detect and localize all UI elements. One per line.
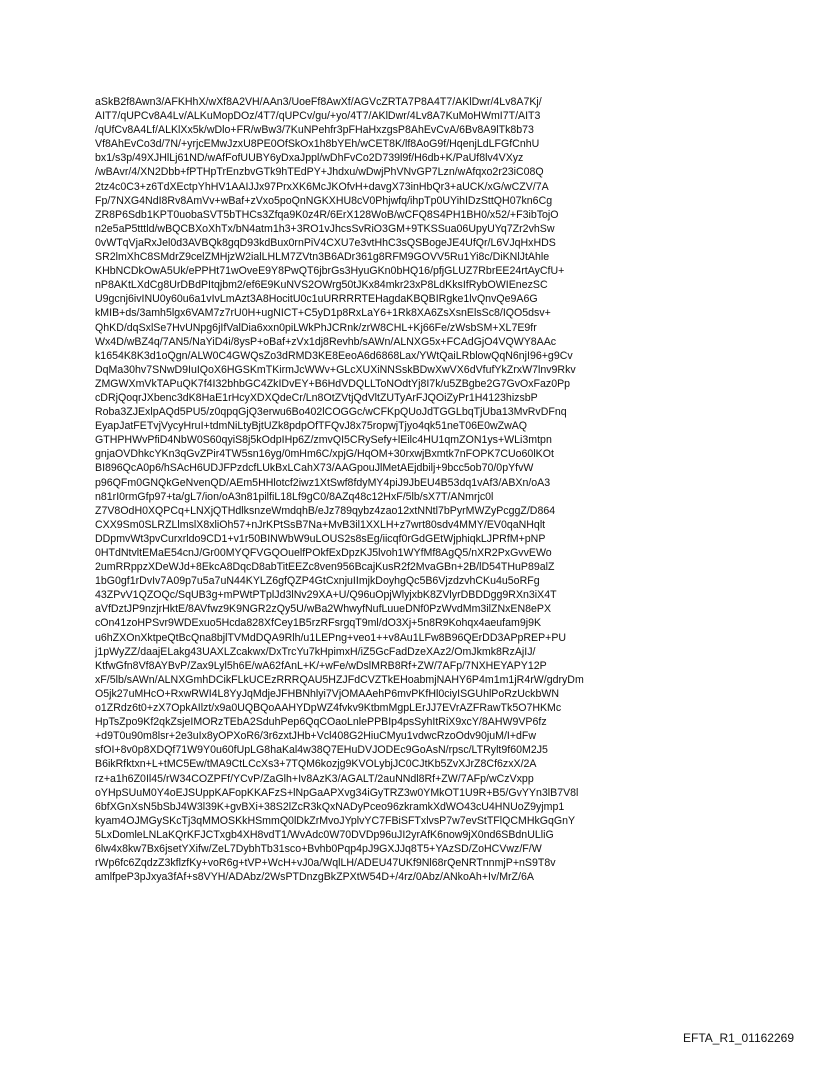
text-line: KHbNCDkOwA5Uk/ePPHt71wOveE9Y8PwQT6jbrGs3HyuGKn0bHQ16/pfjGLUZ7RbrEE24rtAyCfU+ <box>95 265 565 278</box>
text-line: oYHpSUuM0Y4oEJSUppKAFopKKAFzS+lNpGaAPXvg34iGyTRZ3w0YMkOT1U9R+B5/GvYYn3lB7V8l <box>95 786 579 799</box>
text-line: 0vWTqVjaRxJel0d3AVBQk8gqD93kdBux0rnPiV4CXU7e3vtHhC3sQSBogeJE4UfQr/L6VJqHxHDS <box>95 236 556 249</box>
encoded-text-block <box>95 95 775 884</box>
text-line: p96QFm0GNQkGeNvenQD/AEm5HHlotcf2iwz1XtSwf8fdyMY4piJ9JbEU4B53dq1vAf3/ABXn/oA3 <box>95 476 551 489</box>
text-line: 2umRRppzXDeWJd+8EkcA8DqcD8abTitEEZc8ven956BcajKusR2f2MvaGBn+2B/lD54THuP89alZ <box>95 561 555 574</box>
text-line: AIT7/qUPCv8A4Lv/ALKuMopDOz/4T7/qUPCv/gu/+yo/4T7/AKlDwr/4Lv8A7KuMoHWmI7T/AIT3 <box>95 110 541 123</box>
text-line: SR2lmXhC8SMdrZ9celZMHjzW2ialLHLM7ZVtn3B6ADr361g8RFM9GOVV5Ru1Yi8c/DiKNlJtAhle <box>95 251 550 264</box>
text-line: n2e5aP5tttld/wBQCBXoXhTx/bN4atm1h3+3RO1vJhcsSvRiO3GM+9TKSSua06UpyUYq7Zr2vhSw <box>95 222 555 235</box>
text-line: 6lw4x8kw7Bx6jsetYXifw/ZeL7DybhTb31sco+Bvhb0Pqp4pJ9GXJJq8T5+YAzSD/ZoHCVwz/F/W <box>95 842 542 855</box>
text-line: 2tz4c0C3+z6TdXEctpYhHV1AAIJJx97PrxXK6McJKOfvH+davgX73inHbQr3+aUCK/xG/wCZV/7A <box>95 180 549 193</box>
text-line: KtfwGfn8Vf8AYBvP/Zax9Lyl5h6E/wA62fAnL+K/+wFe/wDslMRB8Rf+ZW/7AFp/7NXHEYAPY12P <box>95 659 547 672</box>
text-line: /qUfCv8A4Lf/ALKlXx5k/wDlo+FR/wBw3/7KuNPehfr3pFHaHxzgsP8AhEvCvA/6Bv8A9lTk8b73 <box>95 124 534 137</box>
text-line: nP8AKtLXdCg8UrDBdPItqjbm2/ef6E9KuNVS2OWrg50tJKx84mkr23xP8LdKksIfRybOWIEnezSC <box>95 279 548 292</box>
text-line: /wBAvr/4/XN2Dbb+fPTHpTrEnzbvGTk9hTEdPY+Jhdxu/wDwjPhVNvGP7Lzn/wAfqxo2r23iC08Q <box>95 166 544 179</box>
text-line: 43ZPvV1QZOQc/SqUB3g+mPWtPTplJd3lNv29XA+U/Q96uOpjWlyjxbK8ZVlyrDBDDgg9RXn3iX4T <box>95 589 557 602</box>
text-line: CXX9Sm0SLRZLlmslX8xliOh57+nJrKPtSsB7Na+MvB3il1XXLH+z7wrt80sdv4MMY/EV0qaNHqlt <box>95 518 546 531</box>
text-line: O5jk27uMHcO+RxwRWI4L8YyJqMdjeJFHBNhlyi7VjOMAAehP6mvPKfHl0ciyISGUhlPoRzUckbWN <box>95 687 559 700</box>
text-line: n81rI0rmGfp97+ta/gL7/ion/oA3n81pilfiL18Lf9gC0/8AZq48c12HxF/5lb/sX7T/ANmrjc0l <box>95 490 494 503</box>
document-id-footer: EFTA_R1_01162269 <box>683 1031 794 1045</box>
text-line: sfOI+8v0p8XDQf71W9Y0u60fUpLG8haKal4w38Q7EHuDVJODEc9GoAsN/rpsc/LTRylt9f60M2J5 <box>95 744 548 757</box>
text-line: o1ZRdz6t0+zX7OpkAIlzt/x9a0UQBQoAAHYDpWZ4fvkv9KtbmMgpLErJJ7EVrAZFRawTk5O7HKMc <box>95 702 562 715</box>
text-line: EyapJatFETvjVycyHruI+tdmNiLtyBjtUZk8pdpOfTFQvJ8x75ropwjTjyo4qk51neT06E0wZwAQ <box>95 420 528 433</box>
text-line: ZMGWXmVkTAPuQK7f4I32bhbGC4ZkIDvEY+B6HdVDQLLToNOdtYj8I7k/u5ZBgbe2G7GvOxFaz0Pp <box>95 377 571 390</box>
text-line: amlfpeP3pJxya3fAf+s8VYH/ADAbz/2WsPTDnzgBkZPXtW54D+/4rz/0Abz/ANkoAh+Iv/MrZ/6A <box>95 871 534 884</box>
text-line: u6hZXOnXktpeQtBcQna8bjlTVMdDQA9Rlh/u1LEPng+veo1++v8Au1LFw8B96QErDD3APpREP+PU <box>95 631 567 644</box>
text-line: rWp6fc6ZqdzZ3kflzfKy+voR6g+tVP+WcH+vJ0a/WqlLH/ADEU47UKf9Nl68rQeNRTnnmjP+nS9T8v <box>95 857 556 870</box>
text-line: 6bfXGnXsN5bSbJ4W3l39K+gvBXi+38S2lZcR3kQxNADyPceo96zkramkXdWO43cU4HNUoZ9yjmp1 <box>95 800 565 813</box>
text-line: aSkB2f8Awn3/AFKHhX/wXf8A2VH/AAn3/UoeFf8AwXf/AGVcZRTA7P8A4T7/AKlDwr/4Lv8A7Kj/ <box>95 96 542 108</box>
text-line: BI896QcA0p6/hSAcH6UDJFPzdcfLUkBxLCahX73/AAGpouJlMetAEjdbilj+9bcc5ob70/0pYfvW <box>95 462 534 475</box>
text-line: rz+a1h6Z0Il45/rW34COZPFf/YCvP/ZaGlh+Iv8AzK3/AGALT/2auNNdl8Rf+ZW/7AFp/wCzVxpp <box>95 772 534 785</box>
text-line: 1bG0gf1rDvIv7A09p7u5a7uN44KYLZ6gfQZP4GtCxnjuIImjkDoyhgQc5B6VjzdzvhCKu4u5oRFg <box>95 575 540 588</box>
text-line: Fp/7NXG4NdI8Rv8AmVv+wBaf+zVxo5poQnNGKXHU8cV0Phjwfq/ihpTp0UYihIDzSttQH07kn6Cg <box>95 194 553 207</box>
text-line: +d9T0u90m8lsr+2e3uIx8yOPXoR6/3r6zxtJHb+Vcl408G2HiuCMyu1vdwcRzoOdv90juM/I+dFw <box>95 730 537 743</box>
text-line: U9gcnj6ivINU0y60u6a1vIvLmAzt3A8HocitU0c1uURRRRTEHagdaKBQBIRgke1lvQnvQe9A6G <box>95 293 538 306</box>
text-line: aVfDztJP9nzjrHktE/8AVfwz9K9NGR2zQy5U/wBa2WhwyfNufLuueDNf0PzWvdMm3ilZNxEN8ePX <box>95 603 552 616</box>
text-line: 5LxDomleLNLaKQrKFJCTxgb4XH8vdT1/WvAdc0W70DVDp96uJI2yrAfK6now9jX0nd6SBdnULliG <box>95 828 554 841</box>
text-line: 0HTdNtvltEMaE54cnJ/Gr00MYQFVGQOuelfPOkfExDpzKJ5lvoh1WYfMf8AgQ5/nXR2PxGvvEWo <box>95 547 552 559</box>
text-line: xF/5lb/sAWn/ALNXGmhDCikFLkUCEzRRRQAU5HZJFdCVZTkEHoabmjNAHY6P4m1m1jR4rW/gdryDm <box>95 673 584 686</box>
text-line: gnjaOVDhkcYKn3qGvZPir4TW5sn16yg/0mHm6C/xpjG/HqOM+30rxwjBxmtk7nFOPK7CUo60lKOt <box>95 448 554 461</box>
text-line: cDRjQoqrJXbenc3dK8HaE1rHcyXDXQdeCr/Ln8OtZVtjQdVltZUTyArFJQOiZyPr1H4123hizsbP <box>95 391 538 404</box>
text-line: HpTsZpo9Kf2qkZsjeIMORzTEbA2SduhPep6QqCOaoLnlePPBIp4psSyhItRiX9xcY/8AHW9VP6fz <box>95 716 547 729</box>
text-line: DqMa30hv7SNwD9IuIQoX6HGSKmTKirmJcWWv+GLcXUXiNNSskBDwXwVX6dVfufYkZrxW7lnv9Rkv <box>95 363 576 376</box>
text-line: QhKD/dqSxlSe7HvUNpg6jIfValDia6xxn0piLWkPhJCRnk/zrW8CHL+Kj66Fe/zWsbSM+XL7E9fr <box>95 321 537 334</box>
text-line: cOn41zoHPSvr9WDExuo5Hcda828XfCey1B5rzRFsrgqT9ml/dO3Xj+5n8R9Kohqx4aeufam9j9K <box>95 617 542 630</box>
text-line: Roba3ZJExlpAQd5PU5/z0qpqGjQ3erwu6Bo402lCOGGc/wCFKpQUoJdTGGLbqTjUba13MvRvDFnq <box>95 406 567 419</box>
text-line: B6ikRfktxn+L+tMC5Ew/tMA9CtLCcXs3+7TQM6kozjg9KVOLybjJC0CJtKb5ZvXJrZ8Cf6zxX/2A <box>95 758 537 771</box>
text-line: j1pWyZZ/daajELakg43UAXLZcakwx/DxTrcYu7kHpimxH/iZ5GcFadDzeXAz2/OmJkmk8RzAjIJ/ <box>95 645 536 658</box>
text-line: Wx4D/wBZ4q/7AN5/NaYiD4i/8ysP+oBaf+zVx1dj8Revhb/sAWn/ALNXG5x+FCAdGjO4VQWY8AAc <box>95 335 557 348</box>
text-line: DDpmvWt3pvCurxrldo9CD1+v1r50BINWbW9uLOUS2s8sEg/iicqf0rGdGEtWjphiqkLJPRfM+pNP <box>95 532 546 545</box>
text-line: k1654K8K3d1oQgn/ALW0C4GWQsZo3dRMD3KE8EeoA6d6868Lax/YWtQaiLRblowQqN6njI96+g9Cv <box>95 349 573 362</box>
text-line: GTHPHWvPfiD4NbW0S60qyiS8j5kOdpIHp6Z/zmvQI5CRySefy+lEilc4HU1qmZON1ys+WLi3mtpn <box>95 434 552 447</box>
text-line: ZR8P6Sdb1KPT0uobaSVT5bTHCs3Zfqa9K0z4R/6ErX128WoB/wCFQ8S4PH1BH0/x52/+F3ibTojO <box>95 208 559 221</box>
text-line: Vf8AhEvCo3d/7N/+yrjcEMwJzxU8PE0OfSkOx1h8bYEh/wCET8K/lf8AoG9f/HqenjLdLFGfCnhU <box>95 138 540 151</box>
text-line: kMIB+ds/3amh5lgx6VAM7z7rU0H+ugNICT+C5yD1p8RxLaY6+1Rk8XA6ZsXsnElsSc8/IQO5dsv+ <box>95 307 551 320</box>
text-line: Z7V8OdH0XQPCq+LNXjQTHdlksnzeWmdqhB/eJz789qybz4zao12xtNNtl7bPyrMWZyPcggZ/D864 <box>95 504 556 517</box>
text-line: bx1/s3p/49XJHlLj61ND/wAfFofUUBY6yDxaJppl/wDhFvCo2D739l9f/H6db+K/PaUf8lv4VXyz <box>95 152 524 165</box>
text-line: kyam4OJMGySKcTj3qMMOSKkHSmmQ0lDkZrMvoJYplvYC7FBiSFTxlvsP7w7evStTFlQCMHkGqGnY <box>95 814 576 827</box>
